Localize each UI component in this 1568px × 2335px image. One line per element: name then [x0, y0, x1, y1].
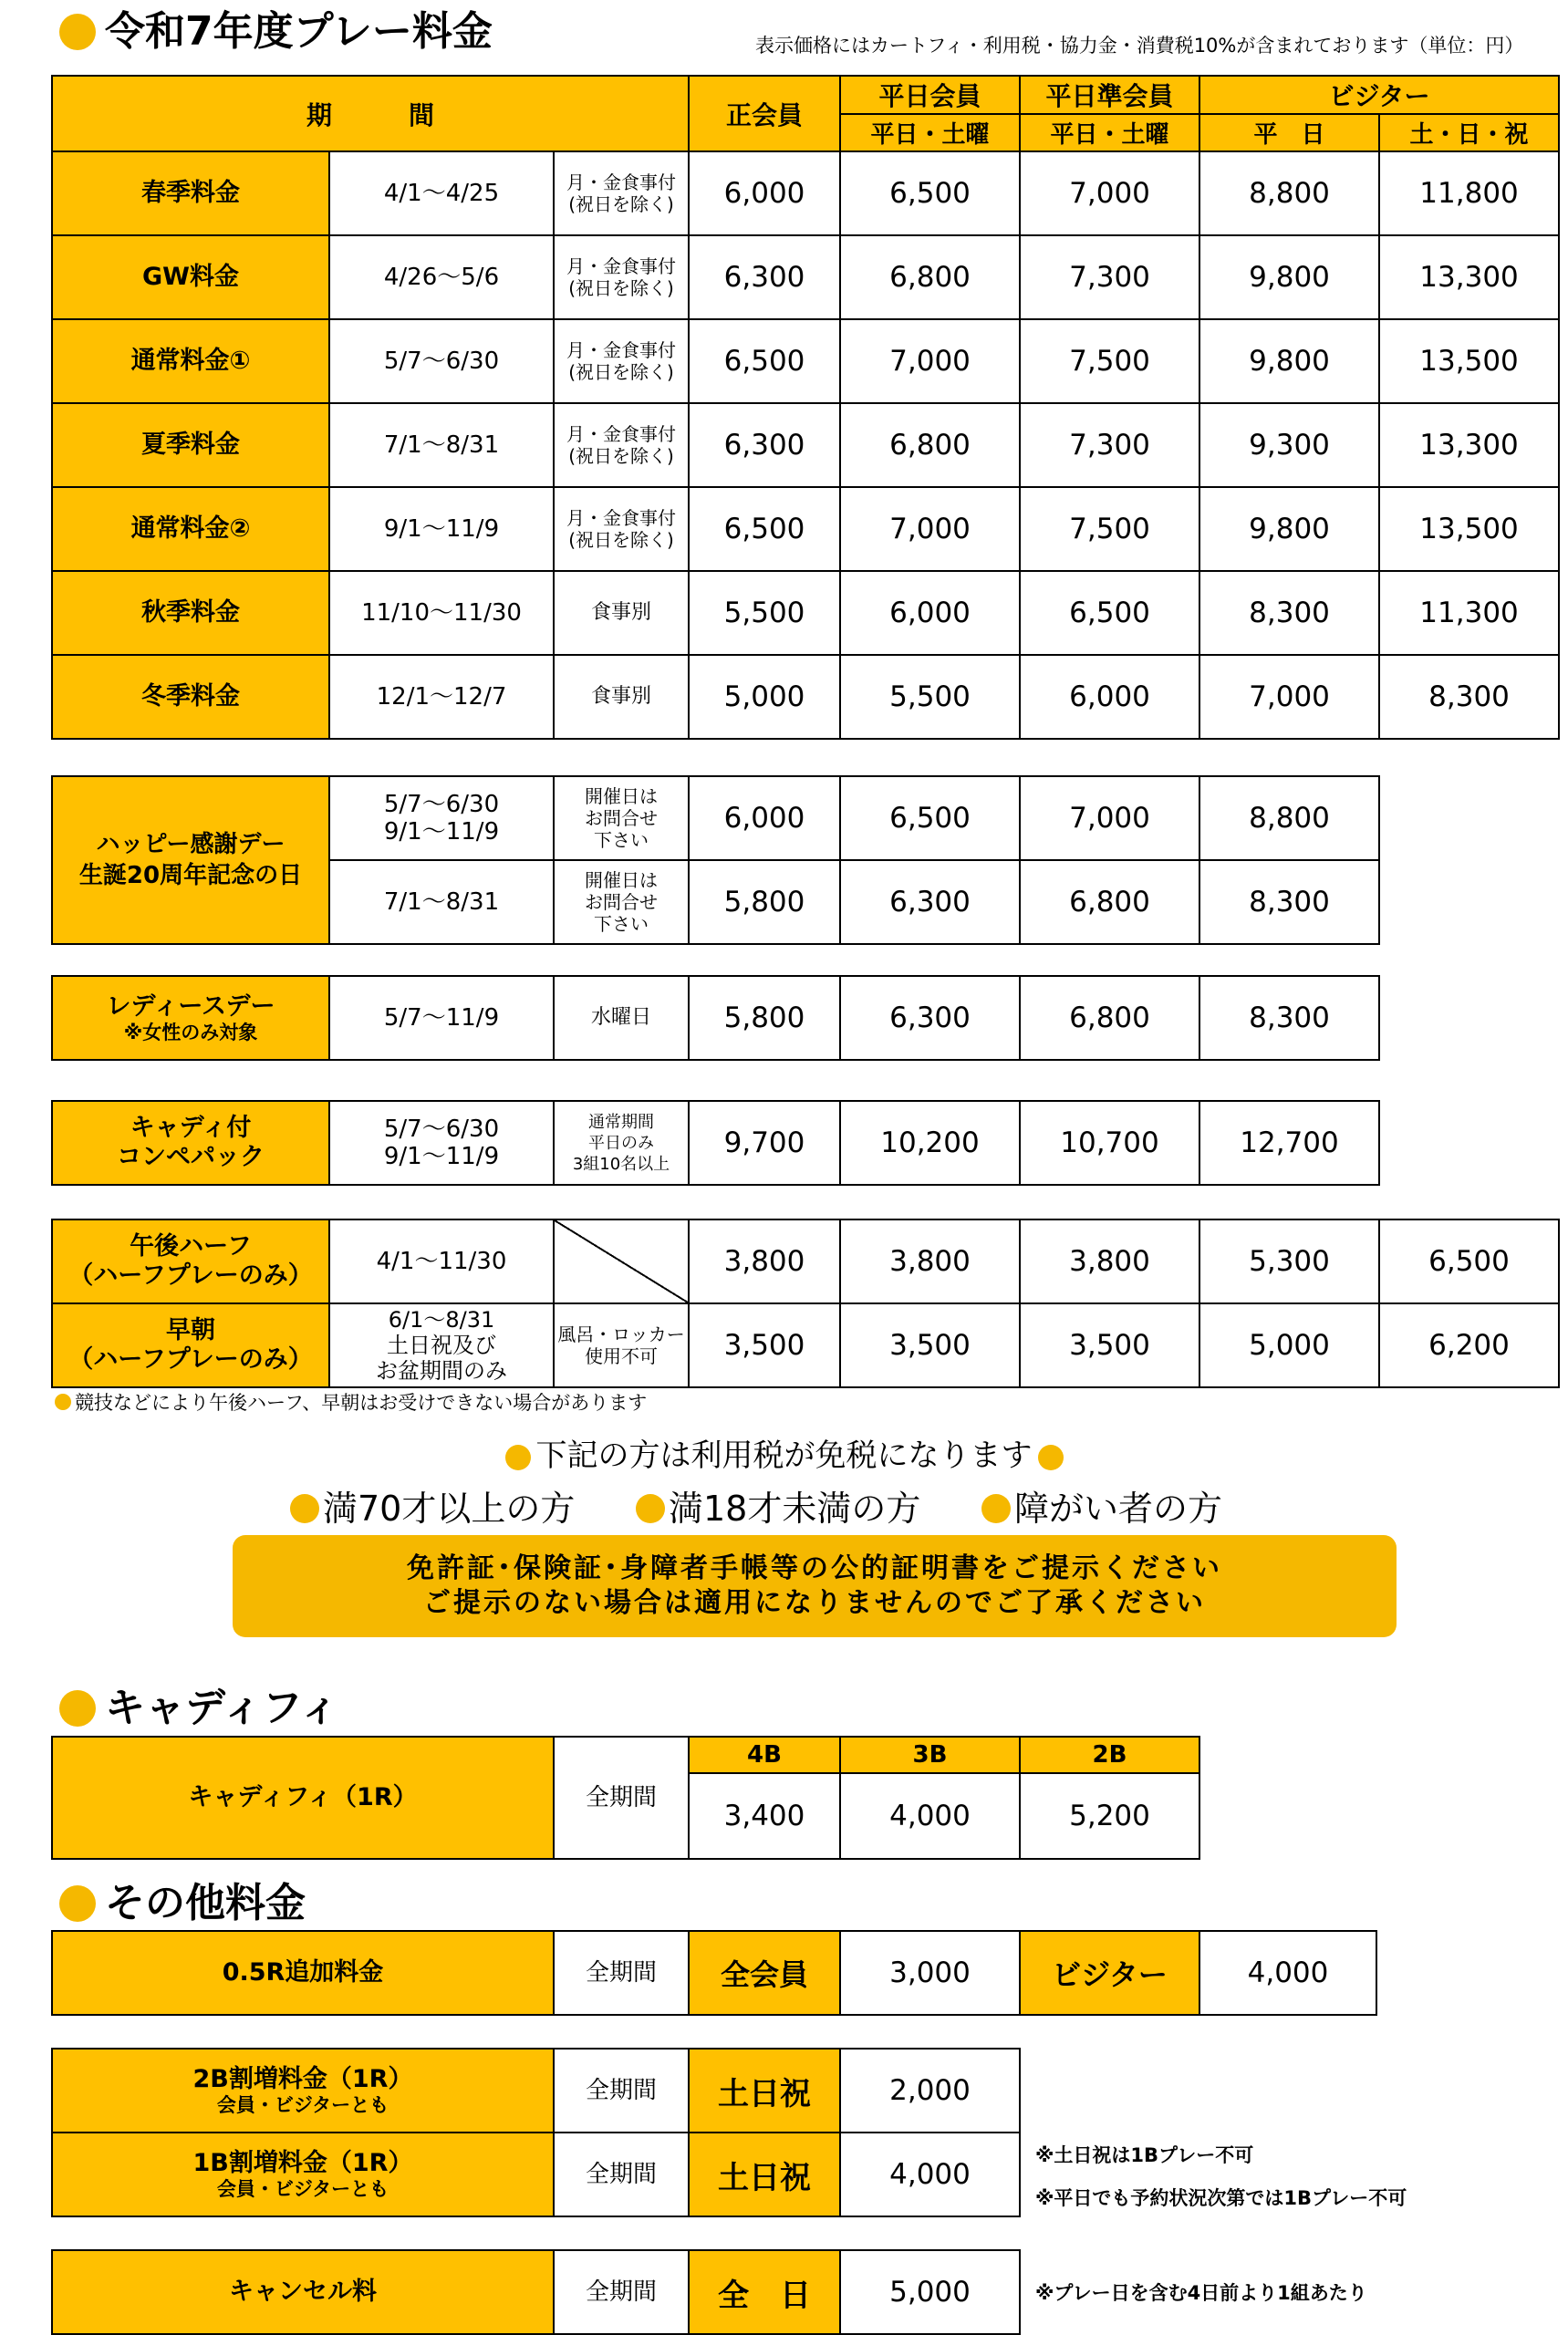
page-title-text: 令和7年度プレー料金 [105, 8, 493, 55]
price-cell: 6,000 [689, 151, 840, 235]
exempt-item [636, 1489, 920, 1529]
row-period: 土日祝及び [387, 1333, 496, 1358]
row-name: 冬季料金 [52, 655, 329, 739]
row-note-sub: (祝日を除く) [568, 445, 674, 467]
bullet-dot-icon [1038, 1445, 1064, 1470]
additional-round-table [51, 1930, 1377, 2016]
table-row [52, 487, 1559, 571]
surcharge-note: ※平日でも予約状況次第では1Bプレー不可 [1035, 2187, 1407, 2209]
price-cell: 6,500 [1020, 571, 1199, 655]
exempt-item [290, 1489, 575, 1529]
caddy-pack-label: キャディ付 [130, 1114, 252, 1142]
row-note: 水曜日 [554, 976, 689, 1060]
row-period: 4/26〜5/6 [329, 235, 554, 319]
price-cell: 8,300 [1199, 860, 1379, 944]
row-name: 夏季料金 [52, 403, 329, 487]
day-label: 全 日 [689, 2250, 840, 2334]
table-row [52, 976, 1379, 1060]
row-note: 月・金食事付 [566, 423, 677, 445]
row-name: 春季料金 [52, 151, 329, 235]
price-cell: 6,500 [840, 151, 1020, 235]
price-cell: 6,500 [689, 487, 840, 571]
exempt-headline [0, 1437, 1568, 1474]
price-cell: 6,300 [840, 860, 1020, 944]
header-heijitsu-sub: 平日・土曜 [840, 114, 1020, 151]
surcharge-note: ※土日祝は1Bプレー不可 [1035, 2144, 1254, 2166]
price-cell: 4,000 [840, 2133, 1020, 2216]
row-note: 平日のみ [588, 1133, 654, 1153]
price-cell: 8,800 [1199, 151, 1379, 235]
price-cell: 6,800 [1020, 860, 1199, 944]
header-jun-sub: 平日・土曜 [1020, 114, 1199, 151]
happy-day-sublabel: 生誕20周年記念の日 [78, 862, 303, 889]
row-period: 9/1〜11/9 [329, 487, 554, 571]
tax-note: 表示価格にはカートフィ・利用税・協力金・消費税10%が含まれております（単位：円） [755, 35, 1524, 57]
row-name: 2B割増料金（1R） [192, 2065, 413, 2093]
row-note-sub: (祝日を除く) [568, 277, 674, 299]
exempt-item-text: 満70才以上の方 [323, 1489, 576, 1529]
price-cell: 10,200 [840, 1101, 1020, 1185]
price-cell: 5,800 [689, 976, 840, 1060]
price-cell: 5,000 [1199, 1303, 1379, 1387]
row-period: 7/1〜8/31 [329, 860, 554, 944]
row-note-sub: (祝日を除く) [568, 529, 674, 551]
half-footnote-text: 競技などにより午後ハーフ、早朝はお受けできない場合があります [75, 1392, 648, 1414]
header-visitor-weekday: 平 日 [1199, 114, 1379, 151]
table-row [52, 2250, 1020, 2334]
section-heading-caddy-fee [59, 1686, 339, 1731]
section-heading-text: その他料金 [105, 1880, 306, 1926]
price-cell: 6,800 [1020, 976, 1199, 1060]
row-note: 食事別 [554, 655, 689, 739]
row-sublabel: 会員・ビジターとも [216, 2094, 389, 2116]
price-cell: 7,300 [1020, 403, 1199, 487]
row-period: 4/1〜11/30 [329, 1219, 554, 1303]
bullet-dot-icon [290, 1494, 319, 1523]
member-label: 全会員 [689, 1931, 840, 2015]
half-afternoon-label: 午後ハーフ [130, 1232, 252, 1261]
table-row [52, 776, 1379, 860]
row-period: お盆期間のみ [376, 1358, 507, 1384]
table-row [52, 2049, 1020, 2133]
price-cell: 8,300 [1379, 655, 1559, 739]
header-visitor: ビジター [1199, 76, 1559, 114]
price-cell: 5,000 [840, 2250, 1020, 2334]
price-cell: 6,300 [840, 976, 1020, 1060]
row-period: 全期間 [554, 1737, 689, 1859]
price-cell: 7,000 [840, 319, 1020, 403]
price-cell: 6,500 [840, 776, 1020, 860]
price-cell: 5,500 [840, 655, 1020, 739]
price-cell: 11,800 [1379, 151, 1559, 235]
caddy-pack-sublabel: コンペパック [117, 1143, 265, 1171]
price-cell: 13,300 [1379, 235, 1559, 319]
price-cell: 3,800 [840, 1219, 1020, 1303]
price-cell: 9,800 [1199, 319, 1379, 403]
cancel-fee-table [51, 2249, 1021, 2335]
row-note: 月・金食事付 [566, 255, 677, 277]
price-cell: 7,000 [1020, 151, 1199, 235]
price-cell: 6,500 [1379, 1219, 1559, 1303]
header-3b: 3B [840, 1737, 1020, 1773]
header-4b: 4B [689, 1737, 840, 1773]
ladies-day-sublabel: ※女性のみ対象 [123, 1022, 258, 1043]
visitor-label: ビジター [1020, 1931, 1199, 2015]
price-cell: 13,300 [1379, 403, 1559, 487]
day-label: 土日祝 [689, 2133, 840, 2216]
section-heading-text: キャディフィ [105, 1685, 339, 1731]
price-cell: 3,500 [840, 1303, 1020, 1387]
row-note: 風呂・ロッカー [557, 1323, 685, 1345]
surcharge-table [51, 2048, 1021, 2217]
price-cell: 6,000 [840, 571, 1020, 655]
price-cell: 9,800 [1199, 235, 1379, 319]
price-cell: 3,500 [689, 1303, 840, 1387]
row-period: 6/1〜8/31 [388, 1307, 495, 1333]
price-cell: 3,500 [1020, 1303, 1199, 1387]
half-early-sublabel: （ハーフプレーのみ） [68, 1345, 313, 1374]
price-cell: 13,500 [1379, 319, 1559, 403]
row-period: 5/7〜6/30 [383, 791, 500, 818]
table-row [52, 655, 1559, 739]
row-period: 9/1〜11/9 [383, 818, 500, 846]
price-cell: 7,500 [1020, 319, 1199, 403]
bullet-dot-icon [55, 1394, 71, 1410]
row-note: 月・金食事付 [566, 171, 677, 193]
row-note: 月・金食事付 [566, 507, 677, 529]
row-sublabel: 会員・ビジターとも [216, 2178, 389, 2200]
certificate-banner [233, 1535, 1397, 1637]
header-seikaiin: 正会員 [689, 76, 840, 151]
price-cell: 5,800 [689, 860, 840, 944]
price-cell: 3,800 [1020, 1219, 1199, 1303]
row-note: 使用不可 [585, 1345, 658, 1367]
price-cell: 5,500 [689, 571, 840, 655]
row-note: 月・金食事付 [566, 339, 677, 361]
row-period: 5/7〜6/30 [383, 1116, 500, 1143]
row-name: 秋季料金 [52, 571, 329, 655]
header-2b: 2B [1020, 1737, 1199, 1773]
bullet-dot-icon [636, 1494, 665, 1523]
row-note: 開催日は [585, 785, 658, 807]
price-cell: 4,000 [840, 1773, 1020, 1859]
table-row [52, 1101, 1379, 1185]
row-period: 12/1〜12/7 [329, 655, 554, 739]
exempt-item-text: 障がい者の方 [1014, 1489, 1223, 1529]
half-footnote [55, 1388, 647, 1416]
price-cell: 10,700 [1020, 1101, 1199, 1185]
price-cell: 2,000 [840, 2049, 1020, 2133]
happy-day-table [51, 775, 1380, 945]
price-cell: 5,200 [1020, 1773, 1199, 1859]
row-note-sub: (祝日を除く) [568, 193, 674, 215]
price-cell: 9,300 [1199, 403, 1379, 487]
row-period: 7/1〜8/31 [329, 403, 554, 487]
happy-day-label: ハッピー感謝デー [96, 831, 286, 858]
price-cell: 6,300 [689, 235, 840, 319]
row-note: 下さい [594, 829, 649, 851]
price-cell: 9,700 [689, 1101, 840, 1185]
price-cell: 4,000 [1199, 1931, 1376, 2015]
table-row [52, 151, 1559, 235]
price-cell: 7,000 [1020, 776, 1199, 860]
table-row [52, 1303, 1559, 1387]
row-period: 全期間 [554, 1931, 689, 2015]
row-name: キャンセル料 [52, 2250, 554, 2334]
header-jun: 平日準会員 [1020, 76, 1199, 114]
bullet-dot-icon [59, 1690, 96, 1727]
row-period: 全期間 [554, 2250, 689, 2334]
half-play-table [51, 1219, 1560, 1388]
price-cell: 6,000 [689, 776, 840, 860]
row-name: 1B割増料金（1R） [192, 2149, 413, 2177]
price-cell: 9,800 [1199, 487, 1379, 571]
bullet-dot-icon [505, 1445, 531, 1470]
row-note: お問合せ [585, 807, 658, 829]
page-title [59, 9, 493, 55]
table-row [52, 1219, 1559, 1303]
price-cell: 11,300 [1379, 571, 1559, 655]
row-period: 全期間 [554, 2049, 689, 2133]
table-row [52, 571, 1559, 655]
price-cell: 6,800 [840, 403, 1020, 487]
empty-diagonal-cell [554, 1219, 689, 1303]
price-cell: 6,300 [689, 403, 840, 487]
price-cell: 8,800 [1199, 776, 1379, 860]
caddy-pack-table [51, 1100, 1380, 1186]
ladies-day-label: レディースデー [106, 992, 275, 1021]
row-name: 通常料金② [52, 487, 329, 571]
row-note-sub: (祝日を除く) [568, 361, 674, 383]
exempt-item-text: 満18才未満の方 [669, 1489, 921, 1529]
table-row [52, 319, 1559, 403]
cancel-note: ※プレー日を含む4日前より1組あたり [1035, 2282, 1367, 2304]
bullet-dot-icon [59, 14, 96, 50]
row-period: 9/1〜11/9 [383, 1143, 500, 1170]
row-period: 全期間 [554, 2133, 689, 2216]
exempt-item [981, 1489, 1222, 1529]
price-cell: 6,200 [1379, 1303, 1559, 1387]
row-note: 下さい [594, 913, 649, 935]
price-cell: 6,800 [840, 235, 1020, 319]
banner-line: 免許証･保険証･身障者手帳等の公的証明書をご提示ください [407, 1552, 1222, 1584]
price-cell: 12,700 [1199, 1101, 1379, 1185]
price-cell: 7,000 [840, 487, 1020, 571]
row-name: 通常料金① [52, 319, 329, 403]
header-heijitsu: 平日会員 [840, 76, 1020, 114]
row-name: GW料金 [52, 235, 329, 319]
bullet-dot-icon [59, 1885, 96, 1922]
header-visitor-weekend: 土・日・祝 [1379, 114, 1559, 151]
section-heading-other-fees [59, 1881, 306, 1926]
table-row [52, 1931, 1376, 2015]
row-note: 通常期間 [588, 1112, 654, 1132]
row-note: お問合せ [585, 891, 658, 913]
ladies-day-table [51, 975, 1380, 1061]
price-cell: 5,300 [1199, 1219, 1379, 1303]
price-cell: 3,000 [840, 1931, 1020, 2015]
exempt-headline-text: 下記の方は利用税が免税になります [535, 1437, 1033, 1474]
table-row [52, 235, 1559, 319]
price-cell: 3,800 [689, 1219, 840, 1303]
price-cell: 6,500 [689, 319, 840, 403]
price-cell: 7,500 [1020, 487, 1199, 571]
row-period: 11/10〜11/30 [329, 571, 554, 655]
price-cell: 8,300 [1199, 571, 1379, 655]
price-cell: 3,400 [689, 1773, 840, 1859]
caddy-fee-table [51, 1736, 1200, 1860]
day-label: 土日祝 [689, 2049, 840, 2133]
price-cell: 8,300 [1199, 976, 1379, 1060]
row-period: 5/7〜11/9 [329, 976, 554, 1060]
row-note: 開催日は [585, 869, 658, 891]
price-cell: 7,000 [1199, 655, 1379, 739]
half-early-label: 早朝 [166, 1316, 215, 1344]
price-cell: 5,000 [689, 655, 840, 739]
bullet-dot-icon [981, 1494, 1011, 1523]
banner-line: ご提示のない場合は適用になりませんのでご了承ください [423, 1587, 1206, 1619]
row-name: 0.5R追加料金 [52, 1931, 554, 2015]
price-cell: 6,000 [1020, 655, 1199, 739]
caddy-fee-label: キャディフィ（1R） [52, 1737, 554, 1859]
table-row [52, 403, 1559, 487]
half-afternoon-sublabel: （ハーフプレーのみ） [68, 1261, 313, 1290]
row-period: 4/1〜4/25 [329, 151, 554, 235]
main-fee-table [51, 75, 1560, 740]
header-period: 期 間 [52, 76, 689, 151]
row-note: 3組10名以上 [572, 1154, 670, 1174]
table-row [52, 2133, 1020, 2216]
row-note: 食事別 [554, 571, 689, 655]
row-period: 5/7〜6/30 [329, 319, 554, 403]
price-cell: 7,300 [1020, 235, 1199, 319]
price-cell: 13,500 [1379, 487, 1559, 571]
